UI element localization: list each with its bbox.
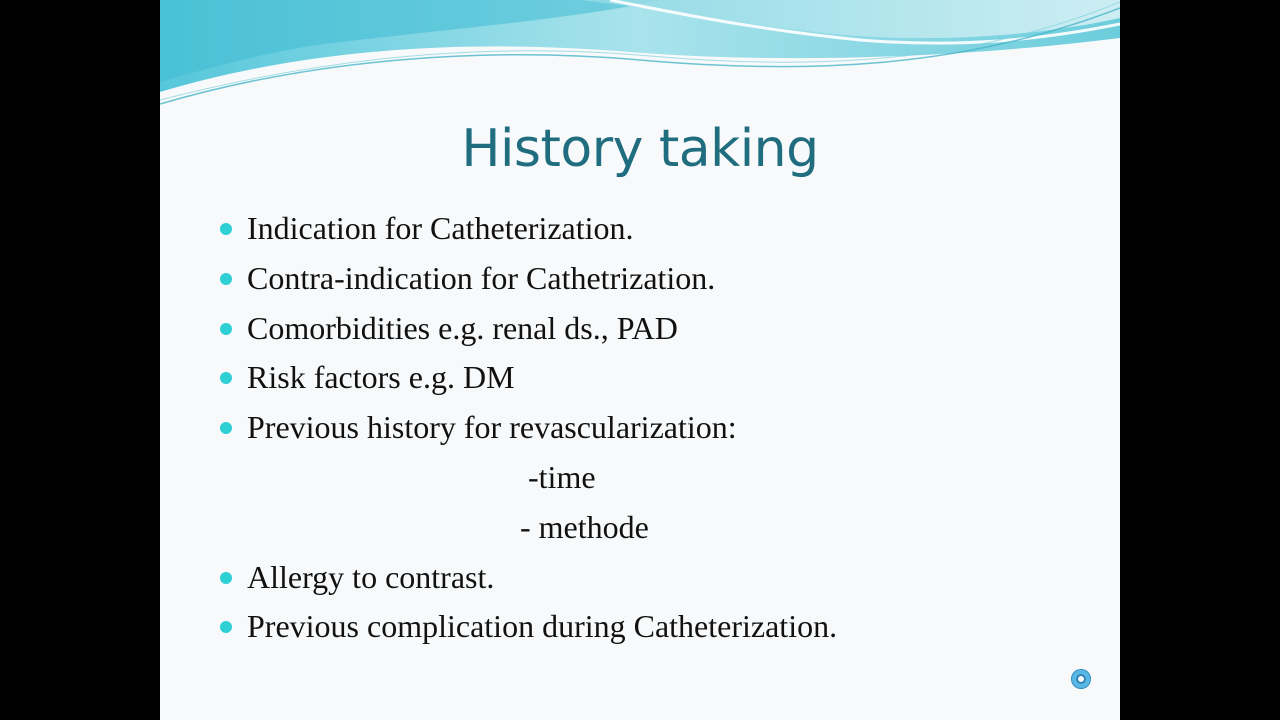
filled-circle-icon	[220, 223, 232, 235]
bullet-item	[218, 553, 1098, 603]
bullet-text: Comorbidities e.g. renal ds., PAD	[247, 309, 678, 346]
sub-item-method: - methode	[520, 508, 649, 545]
filled-circle-icon	[220, 273, 232, 285]
presentation-slide	[160, 0, 1120, 720]
filled-circle-icon	[220, 422, 232, 434]
bullet-text: Previous history for revascularization:	[247, 409, 737, 446]
bullet-item	[218, 602, 1098, 652]
filled-circle-icon	[220, 572, 232, 584]
bullet-item	[218, 403, 1098, 453]
bullet-list	[218, 204, 1098, 652]
bullet-text: Allergy to contrast.	[247, 558, 495, 595]
bullet-text: Contra-indication for Cathetrization.	[247, 259, 716, 296]
bullet-item	[218, 353, 1098, 403]
bullet-text: Previous complication during Catheterization.	[247, 608, 838, 645]
slide-nav-inner-ring	[1076, 674, 1086, 684]
filled-circle-icon	[220, 323, 232, 335]
bullet-item	[218, 254, 1098, 304]
slide-nav-circle-icon[interactable]	[1071, 669, 1091, 689]
bullet-item	[218, 204, 1098, 254]
bullet-item	[218, 304, 1098, 354]
filled-circle-icon	[220, 621, 232, 633]
bullet-text: Risk factors e.g. DM	[247, 359, 515, 396]
decorative-wave-header	[160, 0, 1120, 120]
sub-item-time: -time	[528, 458, 596, 495]
bullet-text: Indication for Catheterization.	[247, 210, 634, 246]
filled-circle-icon	[220, 372, 232, 384]
slide-title: History taking	[461, 119, 819, 179]
